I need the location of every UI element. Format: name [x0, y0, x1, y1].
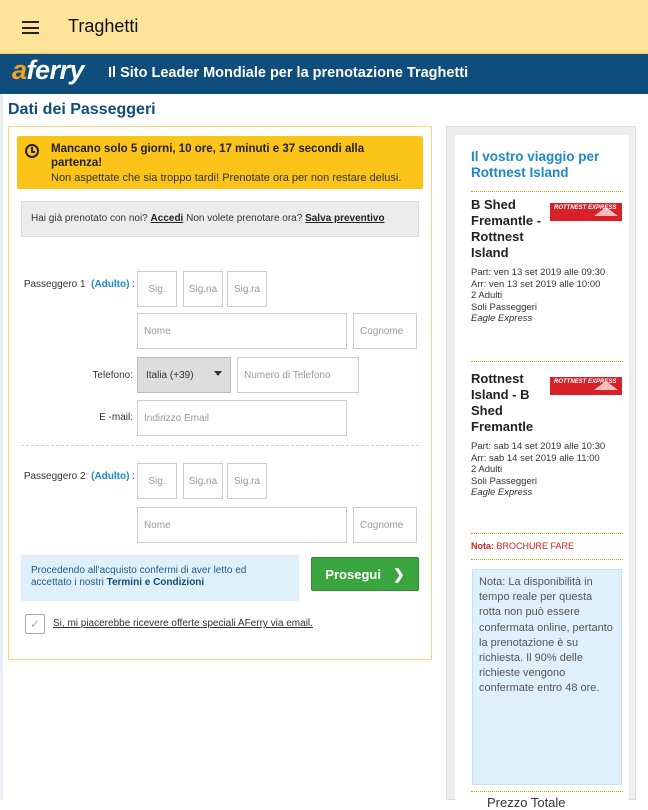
divider: [471, 361, 623, 362]
countdown-subtext: Non aspettate che sia troppo tardi! Prenotate ora per non restare delusi.: [51, 172, 402, 184]
app-title: Traghetti: [68, 16, 139, 36]
operator-logo: ROTTNEST EXPRESS: [550, 203, 622, 221]
phone-input[interactable]: Numero di Telefono: [237, 357, 359, 393]
login-link[interactable]: Accedi: [150, 213, 184, 224]
login-prompt: Hai già prenotato con noi? Accedi Non volete prenotare ora? Salva preventivo: [21, 201, 419, 237]
divider: [471, 191, 623, 192]
p1-title-sigra[interactable]: Sig.ra: [227, 271, 267, 307]
divider: [21, 445, 419, 446]
country-code-select[interactable]: Italia (+39): [137, 357, 231, 393]
p2-name-input[interactable]: Nome: [137, 507, 347, 543]
p2-title-sigra[interactable]: Sig.ra: [227, 463, 267, 499]
chevron-down-icon: [214, 371, 222, 376]
terms-notice: Procedendo all'acquisto confermi di aver letto ed accettato i nostri Termini e Condizioni: [21, 555, 299, 601]
p2-surname-input[interactable]: Cognome: [353, 507, 417, 543]
aferry-logo[interactable]: aferry: [12, 55, 85, 85]
p1-surname-input[interactable]: Cognome: [353, 313, 417, 349]
brand-tagline: Il Sito Leader Mondiale per la prenotazione Traghetti: [108, 65, 469, 81]
p2-title-signa[interactable]: Sig.na: [183, 463, 223, 499]
email-label: E -mail:: [99, 412, 133, 423]
availability-note: Nota: La disponibilità in tempo reale per questa rotta non può essere confermata online, pertanto la prenotazione è su richiesta. Il 90% delle richieste vengono confermate entro 48 ore.: [472, 569, 622, 785]
divider: [471, 791, 623, 792]
passenger-1-label: Passeggero 1 (Adulto) :: [23, 279, 135, 290]
divider: [471, 559, 623, 560]
trip-2-route: Rottnest Island - B Shed Fremantle: [471, 371, 534, 434]
email-input[interactable]: Indirizzo Email: [137, 400, 347, 436]
app-bar: [0, 0, 648, 54]
trip-1-details: Part: ven 13 set 2019 alle 09:30 Arr: ven 13 set 2019 alle 10:00 2 Adulti Soli Passeggeri Eagle Express: [471, 267, 606, 324]
offers-checkbox[interactable]: ✓: [25, 614, 45, 634]
passenger-form: [8, 126, 432, 660]
page-title: Dati dei Passeggeri: [8, 101, 156, 118]
divider: [471, 533, 623, 534]
p1-name-input[interactable]: Nome: [137, 313, 347, 349]
proceed-button[interactable]: Prosegui ❯: [311, 557, 419, 591]
brand-bar: [0, 54, 648, 94]
trip-summary-panel: [446, 126, 636, 810]
trip-summary-title: Il vostro viaggio per Rottnest Island: [471, 149, 600, 180]
p1-title-sig[interactable]: Sig.: [137, 271, 177, 307]
trip-2-details: Part: sab 14 set 2019 alle 10:30 Arr: sab 14 set 2019 alle 11:00 2 Adulti Soli Passeggeri Eagle Express: [471, 441, 606, 498]
phone-label: Telefono:: [92, 370, 133, 381]
menu-icon[interactable]: [22, 21, 39, 34]
passenger-2-label: Passeggero 2 (Adulto) :: [23, 471, 135, 482]
p1-title-signa[interactable]: Sig.na: [183, 271, 223, 307]
save-quote-link[interactable]: Salva preventivo: [305, 213, 385, 224]
clock-icon: [25, 144, 39, 158]
countdown-alert: [17, 136, 423, 189]
terms-link[interactable]: Termini e Condizioni: [106, 577, 205, 588]
trip-summary-card: [455, 135, 629, 810]
operator-logo: ROTTNEST EXPRESS: [550, 377, 622, 395]
chevron-right-icon: ❯: [392, 565, 405, 582]
countdown-text: Mancano solo 5 giorni, 10 ore, 17 minuti e 37 secondi alla partenza!: [51, 143, 365, 169]
fare-note: Nota: BROCHURE FARE: [471, 541, 575, 551]
total-price-label: Prezzo Totale: [487, 795, 566, 810]
trip-1-route: B Shed Fremantle - Rottnest Island: [471, 197, 542, 260]
left-edge: [0, 94, 3, 800]
offers-label[interactable]: Si, mi piacerebbe ricevere offerte speciali AFerry via email.: [53, 618, 313, 629]
p2-title-sig[interactable]: Sig.: [137, 463, 177, 499]
